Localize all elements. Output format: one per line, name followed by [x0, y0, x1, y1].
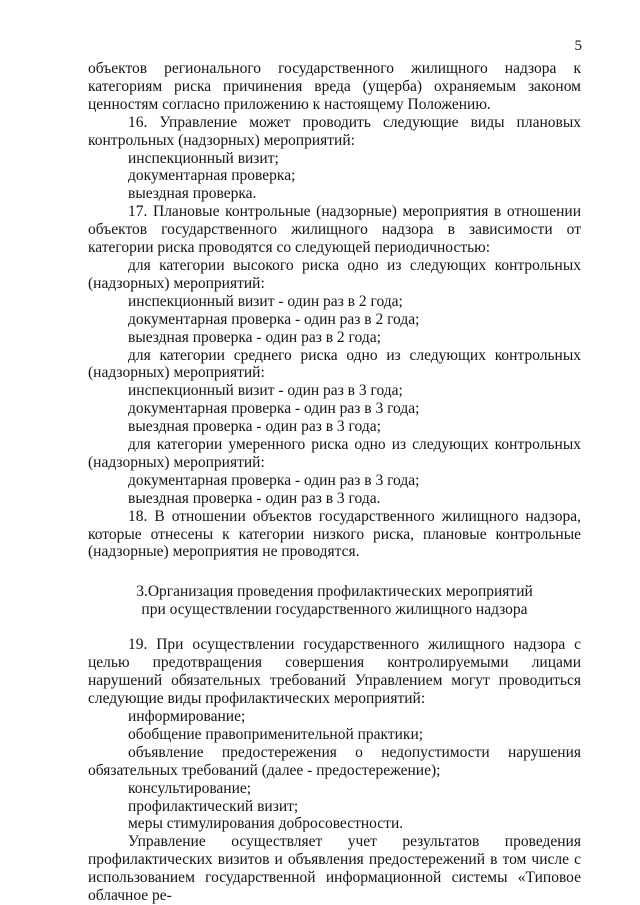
document-body — [88, 60, 581, 905]
paragraph: Управление осуществляет учет результатов проведения профилактических визитов и объявления предостережений в том числе с использованием государственной информационной системы «Типовое облачное ре- — [88, 833, 581, 905]
list-item: выездная проверка. — [128, 185, 257, 203]
list-item: документарная проверка - один раз в 3 года; — [128, 471, 420, 489]
paragraph: объявление предостережения о недопустимости нарушения обязательных требований (далее - предостережение); — [88, 743, 581, 779]
list-item: выездная проверка - один раз в 3 года. — [128, 489, 381, 507]
section-top — [88, 60, 581, 561]
list-item: профилактический визит; — [128, 797, 299, 815]
list-item: меры стимулирования добросовестности. — [128, 815, 404, 833]
list-item: документарная проверка - один раз в 3 года; — [128, 400, 420, 418]
paragraph: для категории умеренного риска одно из следующих контрольных (надзорных) мероприятий: — [88, 436, 581, 471]
section-heading — [88, 583, 581, 619]
list-item: инспекционный визит; — [128, 149, 279, 167]
list-item: консультирование; — [128, 779, 252, 797]
paragraph: для категории высокого риска одно из следующих контрольных (надзорных) мероприятий: — [88, 256, 581, 292]
heading-line: при осуществлении государственного жилищного надзора — [141, 601, 528, 619]
paragraph: 16. Управление может проводить следующие виды плановых контрольных (надзорных) мероприятий: — [88, 113, 581, 149]
list-item: информирование; — [128, 708, 246, 725]
heading-line: 3.Организация проведения профилактических мероприятий — [136, 583, 533, 601]
paragraph: для категории среднего риска одно из следующих контрольных (надзорных) мероприятий: — [88, 346, 581, 382]
list-item: инспекционный визит - один раз в 2 года; — [128, 292, 403, 310]
list-item: документарная проверка; — [128, 167, 296, 185]
page-number: 5 — [574, 38, 582, 54]
paragraph: 19. При осуществлении государственного жилищного надзора с целью предотвращения совершения контролируемыми лицами нарушений обязательных требований Управлением могут проводиться следующие виды профилактических мероприятий: — [88, 636, 581, 708]
list-item: документарная проверка - один раз в 2 года; — [128, 310, 420, 328]
list-item: инспекционный визит - один раз в 3 года; — [128, 382, 403, 400]
paragraph: 18. В отношении объектов государственного жилищного надзора, которые отнесены к категории низкого риска, плановые контрольные (надзорные) мероприятия не проводятся. — [88, 507, 581, 561]
list-item: обобщение правоприменительной практики; — [128, 725, 424, 743]
section-bottom — [88, 636, 581, 905]
list-item: выездная проверка - один раз в 2 года; — [128, 328, 381, 346]
list-item: выездная проверка - один раз в 3 года; — [128, 418, 381, 436]
paragraph: 17. Плановые контрольные (надзорные) мероприятия в отношении объектов государственного жилищного надзора в зависимости от категории риска проводятся со следующей периодичностью: — [88, 203, 581, 257]
paragraph: объектов регионального государственного жилищного надзора к категориям риска причинения вреда (ущерба) охраняемым законом ценностям согласно приложению к настоящему Положению. — [88, 60, 581, 113]
